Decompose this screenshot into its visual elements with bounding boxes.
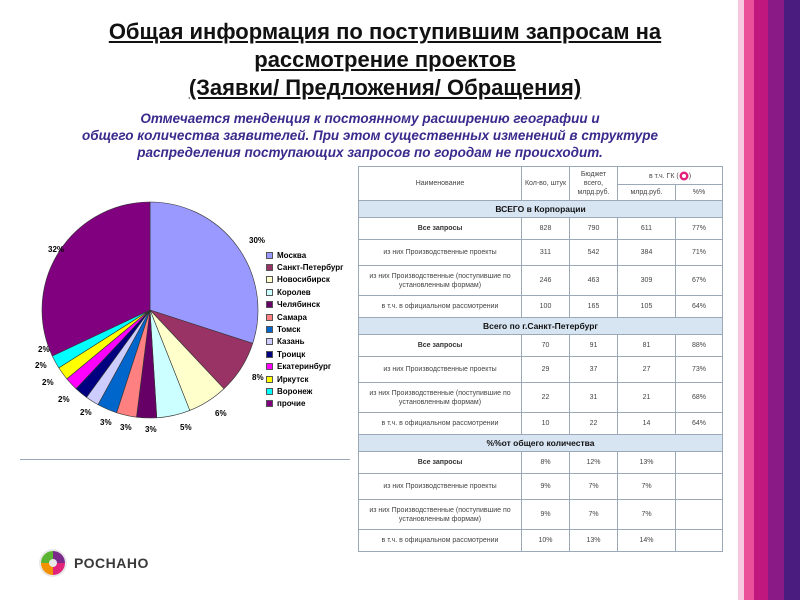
cell-pct <box>676 500 723 530</box>
cell-money: 384 <box>618 240 676 266</box>
header-budget: Бюджет всего, млрд.руб. <box>570 167 618 201</box>
table-header-row <box>359 167 723 185</box>
section-title: Всего по г.Санкт-Петербург <box>359 318 723 335</box>
cell-count: 8% <box>522 452 570 474</box>
cell-name: из них Производственные проекты <box>359 357 522 383</box>
cell-count: 29 <box>522 357 570 383</box>
cell-pct: 71% <box>676 240 723 266</box>
cell-money: 27 <box>618 357 676 383</box>
cell-budget: 542 <box>570 240 618 266</box>
legend-label: Иркутск <box>277 374 309 384</box>
pie-data-label: 30% <box>249 236 266 245</box>
divider-line <box>20 459 350 460</box>
legend-swatch <box>266 388 273 395</box>
pie-data-label: 3% <box>145 425 157 434</box>
pie-data-label: 3% <box>120 423 132 432</box>
rosnano-logo-icon <box>38 548 68 578</box>
legend-swatch <box>266 264 273 271</box>
legend-label: Томск <box>277 325 301 335</box>
cell-name: из них Производственные (поступившие по установленным формам) <box>359 500 522 530</box>
section-header-row <box>359 435 723 452</box>
legend-item <box>266 286 356 298</box>
cell-name: в т.ч. в официальном рассмотрении <box>359 296 522 318</box>
cell-count: 828 <box>522 218 570 240</box>
cell-money: 7% <box>618 500 676 530</box>
cell-money: 105 <box>618 296 676 318</box>
legend-item <box>266 373 356 385</box>
table-row <box>359 296 723 318</box>
legend-swatch <box>266 351 273 358</box>
cell-budget: 22 <box>570 413 618 435</box>
cell-name: из них Производственные (поступившие по установленным формам) <box>359 383 522 413</box>
cell-count: 22 <box>522 383 570 413</box>
cell-budget: 91 <box>570 335 618 357</box>
cell-budget: 790 <box>570 218 618 240</box>
cell-money: 611 <box>618 218 676 240</box>
cell-count: 9% <box>522 474 570 500</box>
stripe-band <box>784 0 800 600</box>
legend-swatch <box>266 314 273 321</box>
title-line: (Заявки/ Предложения/ Обращения) <box>188 75 582 100</box>
cell-money: 14 <box>618 413 676 435</box>
legend-item <box>266 274 356 286</box>
slide-subtitle <box>0 110 740 161</box>
chart-legend <box>266 249 356 410</box>
header-incl <box>618 167 723 185</box>
cell-pct <box>676 452 723 474</box>
rosnano-mini-icon <box>679 171 692 181</box>
header-name: Наименование <box>359 167 522 201</box>
legend-swatch <box>266 289 273 296</box>
stripe-band <box>754 0 768 600</box>
legend-item <box>266 336 356 348</box>
cell-money: 21 <box>618 383 676 413</box>
cell-money: 309 <box>618 266 676 296</box>
table-row <box>359 357 723 383</box>
table-row <box>359 335 723 357</box>
cell-count: 311 <box>522 240 570 266</box>
table-row <box>359 530 723 552</box>
cell-count: 246 <box>522 266 570 296</box>
cell-name: в т.ч. в официальном рассмотрении <box>359 530 522 552</box>
table-row <box>359 413 723 435</box>
pie-data-label: 2% <box>35 361 47 370</box>
legend-label: Королев <box>277 287 311 297</box>
pie-data-label: 2% <box>42 378 54 387</box>
table-row <box>359 240 723 266</box>
legend-item <box>266 261 356 273</box>
cell-count: 9% <box>522 500 570 530</box>
table-row <box>359 474 723 500</box>
legend-swatch <box>266 376 273 383</box>
table-row <box>359 218 723 240</box>
cell-pct: 77% <box>676 218 723 240</box>
cell-count: 10% <box>522 530 570 552</box>
legend-swatch <box>266 252 273 259</box>
legend-label: прочие <box>277 399 306 409</box>
cell-name: из них Производственные (поступившие по установленным формам) <box>359 266 522 296</box>
header-count: Кол-во, штук <box>522 167 570 201</box>
cell-pct: 73% <box>676 357 723 383</box>
title-line: рассмотрение проектов <box>254 47 516 72</box>
subtitle-line: распределения поступающих запросов по городам не происходит. <box>137 145 603 160</box>
legend-item <box>266 311 356 323</box>
cell-name: из них Производственные проекты <box>359 474 522 500</box>
subtitle-line: общего количества заявителей. При этом существенных изменений в структуре <box>81 128 659 143</box>
pie-data-label: 5% <box>180 423 192 432</box>
cell-count: 70 <box>522 335 570 357</box>
table-row <box>359 266 723 296</box>
cell-name: в т.ч. в официальном рассмотрении <box>359 413 522 435</box>
cell-money: 14% <box>618 530 676 552</box>
legend-swatch <box>266 363 273 370</box>
cell-money: 81 <box>618 335 676 357</box>
cell-pct: 88% <box>676 335 723 357</box>
legend-item <box>266 323 356 335</box>
cell-budget: 12% <box>570 452 618 474</box>
pie-data-label: 6% <box>215 409 227 418</box>
cell-pct: 67% <box>676 266 723 296</box>
pie-data-label: 3% <box>100 418 112 427</box>
pie-data-label: 2% <box>38 345 50 354</box>
cell-name: Все запросы <box>359 218 522 240</box>
logo-text: РОСНАНО <box>74 555 149 571</box>
legend-item <box>266 299 356 311</box>
decorative-stripe <box>738 0 800 600</box>
stripe-band <box>744 0 754 600</box>
cell-pct: 64% <box>676 413 723 435</box>
legend-label: Новосибирск <box>277 275 330 285</box>
section-title: ВСЕГО в Корпорации <box>359 201 723 218</box>
cell-budget: 13% <box>570 530 618 552</box>
cell-money: 7% <box>618 474 676 500</box>
slide-title <box>40 18 730 102</box>
cell-name: Все запросы <box>359 335 522 357</box>
legend-label: Троицк <box>277 349 306 359</box>
table-row <box>359 500 723 530</box>
legend-label: Москва <box>277 250 307 260</box>
header-pct: %% <box>676 185 723 201</box>
cell-count: 10 <box>522 413 570 435</box>
cell-pct <box>676 530 723 552</box>
cell-budget: 463 <box>570 266 618 296</box>
cell-name: из них Производственные проекты <box>359 240 522 266</box>
cell-budget: 31 <box>570 383 618 413</box>
legend-swatch <box>266 301 273 308</box>
rosnano-logo <box>38 545 178 581</box>
section-header-row <box>359 201 723 218</box>
cell-pct <box>676 474 723 500</box>
legend-item <box>266 249 356 261</box>
header-money: млрд.руб. <box>618 185 676 201</box>
legend-item <box>266 348 356 360</box>
legend-item <box>266 385 356 397</box>
cell-budget: 165 <box>570 296 618 318</box>
cell-count: 100 <box>522 296 570 318</box>
pie-data-label: 2% <box>58 395 70 404</box>
legend-swatch <box>266 276 273 283</box>
requests-table <box>358 166 722 544</box>
cell-budget: 7% <box>570 500 618 530</box>
legend-label: Санкт-Петербург <box>277 263 344 273</box>
header-incl-suffix: ) <box>688 172 692 180</box>
legend-label: Казань <box>277 337 305 347</box>
legend-label: Екатеринбург <box>277 362 332 372</box>
pie-data-label: 8% <box>252 373 264 382</box>
legend-item <box>266 398 356 410</box>
stripe-band <box>768 0 784 600</box>
table-row <box>359 452 723 474</box>
cell-budget: 7% <box>570 474 618 500</box>
cell-money: 13% <box>618 452 676 474</box>
cell-pct: 68% <box>676 383 723 413</box>
pie-data-label: 2% <box>80 408 92 417</box>
pie-data-label: 32% <box>48 245 65 254</box>
header-incl-text: в т.ч. ГК ( <box>648 172 679 180</box>
subtitle-line: Отмечается тенденция к постоянному расширению географии и <box>140 111 600 126</box>
title-line: Общая информация по поступившим запросам на <box>108 19 662 44</box>
section-title: %%от общего количества <box>359 435 723 452</box>
cell-pct: 64% <box>676 296 723 318</box>
cell-budget: 37 <box>570 357 618 383</box>
legend-label: Воронеж <box>277 386 313 396</box>
legend-label: Челябинск <box>277 300 320 310</box>
legend-swatch <box>266 338 273 345</box>
legend-swatch <box>266 326 273 333</box>
table-row <box>359 383 723 413</box>
legend-label: Самара <box>277 312 307 322</box>
legend-swatch <box>266 400 273 407</box>
legend-item <box>266 361 356 373</box>
cell-name: Все запросы <box>359 452 522 474</box>
section-header-row <box>359 318 723 335</box>
